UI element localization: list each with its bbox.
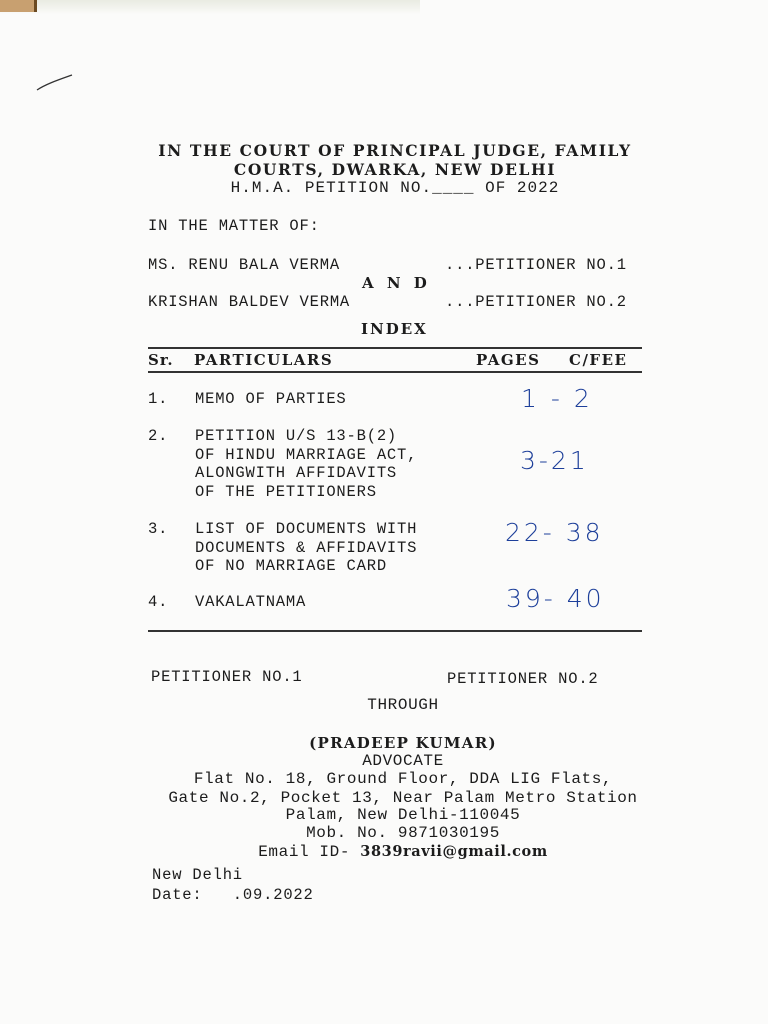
index-title: INDEX	[361, 320, 428, 338]
advocate-title: ADVOCATE	[362, 752, 444, 770]
row-pages-handwritten: 22- 38	[505, 518, 604, 547]
court-heading-line2: COURTS, DWARKA, NEW DELHI	[233, 160, 557, 179]
stray-pen-mark	[36, 72, 74, 92]
date: Date: .09.2022	[152, 886, 314, 904]
signature-petitioner2: PETITIONER NO.2	[447, 670, 599, 688]
advocate-address-line2: Gate No.2, Pocket 13, Near Palam Metro Station	[168, 789, 638, 807]
matter-heading: IN THE MATTER OF:	[148, 217, 320, 235]
index-bottom-rule	[148, 630, 642, 632]
column-header-pages: PAGES	[476, 351, 541, 369]
row-serial: 1.	[148, 390, 169, 408]
row-serial: 3.	[148, 520, 169, 538]
index-header-rule	[148, 371, 642, 373]
and-connector: A N D	[362, 274, 431, 292]
petitioner2-role: ...PETITIONER NO.2	[445, 293, 627, 311]
petitioner2-name: KRISHAN BALDEV VERMA	[148, 293, 351, 311]
place: New Delhi	[152, 866, 243, 884]
advocate-mobile: Mob. No. 9871030195	[306, 824, 500, 842]
row-pages-handwritten: 3-21	[520, 446, 589, 475]
row-pages-handwritten: 39- 40	[506, 584, 605, 613]
signature-petitioner1: PETITIONER NO.1	[151, 668, 303, 686]
row-pages-handwritten: 1 - 2	[521, 384, 593, 413]
through-label: THROUGH	[367, 696, 439, 714]
advocate-email	[148, 843, 658, 861]
scan-edge	[0, 0, 420, 14]
scan-tab	[0, 0, 37, 12]
index-top-rule	[148, 347, 642, 349]
column-header-sr: Sr.	[148, 351, 174, 369]
advocate-name: (PRADEEP KUMAR)	[309, 734, 497, 752]
petitioner1-role: ...PETITIONER NO.1	[445, 256, 627, 274]
court-heading-line1: IN THE COURT OF PRINCIPAL JUDGE, FAMILY	[158, 141, 632, 160]
petitioner1-name: MS. RENU BALA VERMA	[148, 256, 340, 274]
email-label: Email ID-	[258, 843, 351, 861]
column-header-particulars: PARTICULARS	[194, 351, 334, 369]
row-particulars: VAKALATNAMA	[195, 593, 307, 611]
column-header-cfee: C/FEE	[569, 351, 628, 369]
row-serial: 4.	[148, 593, 169, 611]
advocate-address-line3: Palam, New Delhi-110045	[285, 806, 521, 824]
row-serial: 2.	[148, 427, 169, 445]
row-particulars: MEMO OF PARTIES	[195, 390, 347, 408]
row-particulars: LIST OF DOCUMENTS WITH DOCUMENTS & AFFIDAVITS OF NO MARRIAGE CARD	[195, 520, 418, 575]
petition-number: H.M.A. PETITION NO.____ OF 2022	[230, 179, 560, 197]
row-particulars: PETITION U/S 13-B(2) OF HINDU MARRIAGE ACT, ALONGWITH AFFIDAVITS OF THE PETITIONERS	[195, 427, 418, 501]
advocate-address-line1: Flat No. 18, Ground Floor, DDA LIG Flats,	[193, 770, 613, 788]
email-value: 3839ravii@gmail.com	[360, 843, 548, 860]
